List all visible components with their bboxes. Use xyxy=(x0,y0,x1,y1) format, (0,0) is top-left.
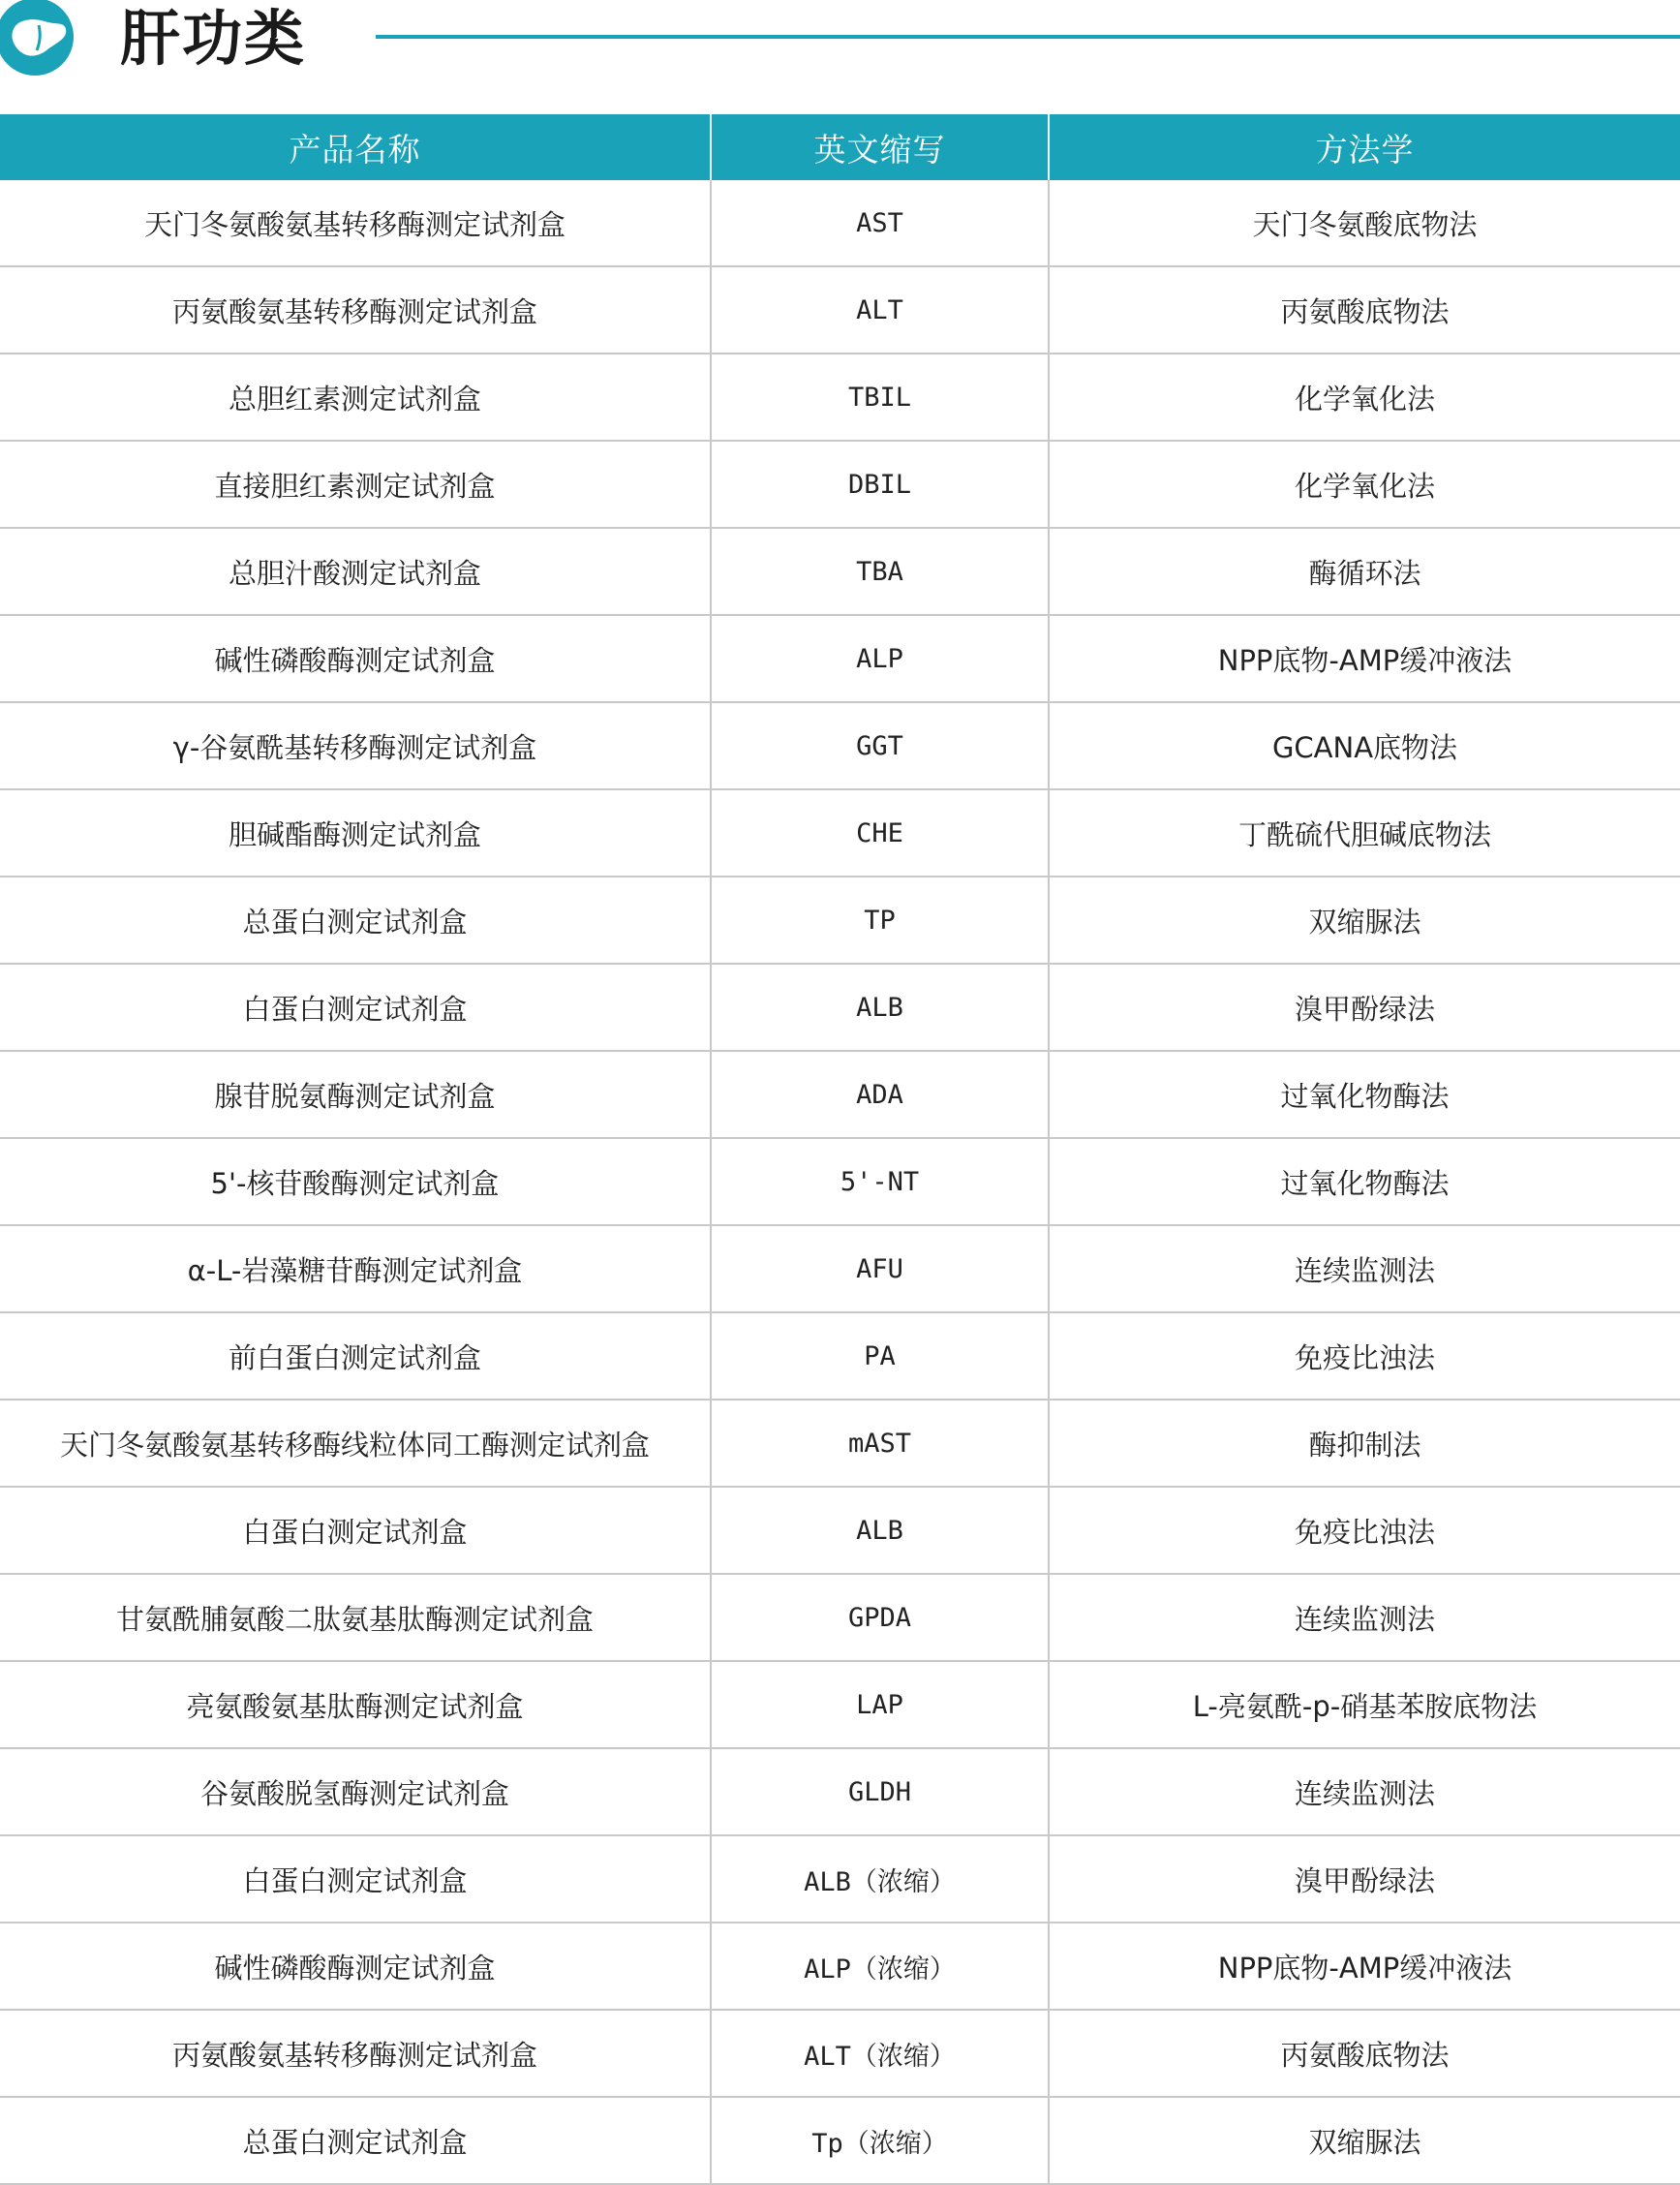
table-row xyxy=(0,180,1680,266)
table-row xyxy=(0,702,1680,789)
page-title: 肝功类 xyxy=(120,3,307,74)
methodology-cell: 化学氧化法 xyxy=(1049,354,1680,441)
abbreviation-cell: CHE xyxy=(711,789,1049,877)
methodology-cell: 化学氧化法 xyxy=(1049,441,1680,528)
abbreviation-cell: ALB xyxy=(711,1487,1049,1574)
abbreviation-cell: mAST xyxy=(711,1400,1049,1487)
methodology-cell: NPP底物-AMP缓冲液法 xyxy=(1049,1923,1680,2010)
product-table xyxy=(0,114,1680,2185)
column-header-methodology: 方法学 xyxy=(1049,114,1680,180)
product-name-cell: 碱性磷酸酶测定试剂盒 xyxy=(0,615,711,702)
abbreviation-cell: ALT xyxy=(711,266,1049,354)
table-row xyxy=(0,1574,1680,1661)
methodology-cell: 酶循环法 xyxy=(1049,528,1680,615)
abbreviation-cell: PA xyxy=(711,1312,1049,1400)
abbreviation-cell: ALP xyxy=(711,615,1049,702)
methodology-cell: 丙氨酸底物法 xyxy=(1049,266,1680,354)
abbreviation-cell: AST xyxy=(711,180,1049,266)
product-name-cell: 碱性磷酸酶测定试剂盒 xyxy=(0,1923,711,2010)
table-row xyxy=(0,964,1680,1051)
column-header-product-name: 产品名称 xyxy=(0,114,711,180)
product-name-cell: 5'-核苷酸酶测定试剂盒 xyxy=(0,1138,711,1225)
table-row xyxy=(0,354,1680,441)
methodology-cell: 过氧化物酶法 xyxy=(1049,1138,1680,1225)
table-row xyxy=(0,1661,1680,1748)
table-body xyxy=(0,180,1680,2184)
product-name-cell: 甘氨酰脯氨酸二肽氨基肽酶测定试剂盒 xyxy=(0,1574,711,1661)
methodology-cell: GCANA底物法 xyxy=(1049,702,1680,789)
product-name-cell: 天门冬氨酸氨基转移酶测定试剂盒 xyxy=(0,180,711,266)
abbreviation-cell: GLDH xyxy=(711,1748,1049,1835)
methodology-cell: 连续监测法 xyxy=(1049,1225,1680,1312)
product-name-cell: γ-谷氨酰基转移酶测定试剂盒 xyxy=(0,702,711,789)
product-name-cell: 白蛋白测定试剂盒 xyxy=(0,1487,711,1574)
abbreviation-cell: ALB（浓缩） xyxy=(711,1835,1049,1923)
table-row xyxy=(0,1835,1680,1923)
methodology-cell: 连续监测法 xyxy=(1049,1574,1680,1661)
product-name-cell: 白蛋白测定试剂盒 xyxy=(0,1835,711,1923)
abbreviation-cell: TBIL xyxy=(711,354,1049,441)
table-row xyxy=(0,1400,1680,1487)
abbreviation-cell: GPDA xyxy=(711,1574,1049,1661)
table-row xyxy=(0,441,1680,528)
table-row xyxy=(0,789,1680,877)
abbreviation-cell: LAP xyxy=(711,1661,1049,1748)
abbreviation-cell: ADA xyxy=(711,1051,1049,1138)
methodology-cell: 酶抑制法 xyxy=(1049,1400,1680,1487)
product-name-cell: 前白蛋白测定试剂盒 xyxy=(0,1312,711,1400)
product-name-cell: 谷氨酸脱氢酶测定试剂盒 xyxy=(0,1748,711,1835)
product-name-cell: 总蛋白测定试剂盒 xyxy=(0,2097,711,2184)
abbreviation-cell: ALP（浓缩） xyxy=(711,1923,1049,2010)
table-row xyxy=(0,1487,1680,1574)
product-name-cell: 胆碱酯酶测定试剂盒 xyxy=(0,789,711,877)
table-row xyxy=(0,2097,1680,2184)
methodology-cell: 丁酰硫代胆碱底物法 xyxy=(1049,789,1680,877)
product-name-cell: 总胆汁酸测定试剂盒 xyxy=(0,528,711,615)
product-name-cell: 亮氨酸氨基肽酶测定试剂盒 xyxy=(0,1661,711,1748)
methodology-cell: 免疫比浊法 xyxy=(1049,1487,1680,1574)
abbreviation-cell: TP xyxy=(711,877,1049,964)
methodology-cell: 过氧化物酶法 xyxy=(1049,1051,1680,1138)
methodology-cell: 丙氨酸底物法 xyxy=(1049,2010,1680,2097)
methodology-cell: 双缩脲法 xyxy=(1049,2097,1680,2184)
product-name-cell: α-L-岩藻糖苷酶测定试剂盒 xyxy=(0,1225,711,1312)
page-header xyxy=(0,0,1680,107)
abbreviation-cell: Tp（浓缩） xyxy=(711,2097,1049,2184)
table-header-row xyxy=(0,114,1680,180)
methodology-cell: 免疫比浊法 xyxy=(1049,1312,1680,1400)
table-row xyxy=(0,1748,1680,1835)
table-row xyxy=(0,1051,1680,1138)
table-row xyxy=(0,1312,1680,1400)
table-row xyxy=(0,528,1680,615)
abbreviation-cell: AFU xyxy=(711,1225,1049,1312)
methodology-cell: 溴甲酚绿法 xyxy=(1049,1835,1680,1923)
methodology-cell: NPP底物-AMP缓冲液法 xyxy=(1049,615,1680,702)
abbreviation-cell: ALB xyxy=(711,964,1049,1051)
abbreviation-cell: TBA xyxy=(711,528,1049,615)
product-name-cell: 丙氨酸氨基转移酶测定试剂盒 xyxy=(0,2010,711,2097)
product-table-container xyxy=(0,114,1680,2185)
liver-icon xyxy=(0,0,77,77)
methodology-cell: 天门冬氨酸底物法 xyxy=(1049,180,1680,266)
product-name-cell: 腺苷脱氨酶测定试剂盒 xyxy=(0,1051,711,1138)
product-name-cell: 总胆红素测定试剂盒 xyxy=(0,354,711,441)
table-row xyxy=(0,877,1680,964)
table-row xyxy=(0,2010,1680,2097)
title-rule xyxy=(376,35,1680,39)
table-row xyxy=(0,1225,1680,1312)
table-row xyxy=(0,1138,1680,1225)
product-name-cell: 总蛋白测定试剂盒 xyxy=(0,877,711,964)
methodology-cell: 双缩脲法 xyxy=(1049,877,1680,964)
abbreviation-cell: 5'-NT xyxy=(711,1138,1049,1225)
abbreviation-cell: DBIL xyxy=(711,441,1049,528)
abbreviation-cell: ALT（浓缩） xyxy=(711,2010,1049,2097)
product-name-cell: 直接胆红素测定试剂盒 xyxy=(0,441,711,528)
methodology-cell: 连续监测法 xyxy=(1049,1748,1680,1835)
column-header-abbreviation: 英文缩写 xyxy=(711,114,1049,180)
methodology-cell: L-亮氨酰-p-硝基苯胺底物法 xyxy=(1049,1661,1680,1748)
table-row xyxy=(0,266,1680,354)
table-row xyxy=(0,1923,1680,2010)
product-name-cell: 丙氨酸氨基转移酶测定试剂盒 xyxy=(0,266,711,354)
table-row xyxy=(0,615,1680,702)
abbreviation-cell: GGT xyxy=(711,702,1049,789)
product-name-cell: 天门冬氨酸氨基转移酶线粒体同工酶测定试剂盒 xyxy=(0,1400,711,1487)
product-name-cell: 白蛋白测定试剂盒 xyxy=(0,964,711,1051)
methodology-cell: 溴甲酚绿法 xyxy=(1049,964,1680,1051)
